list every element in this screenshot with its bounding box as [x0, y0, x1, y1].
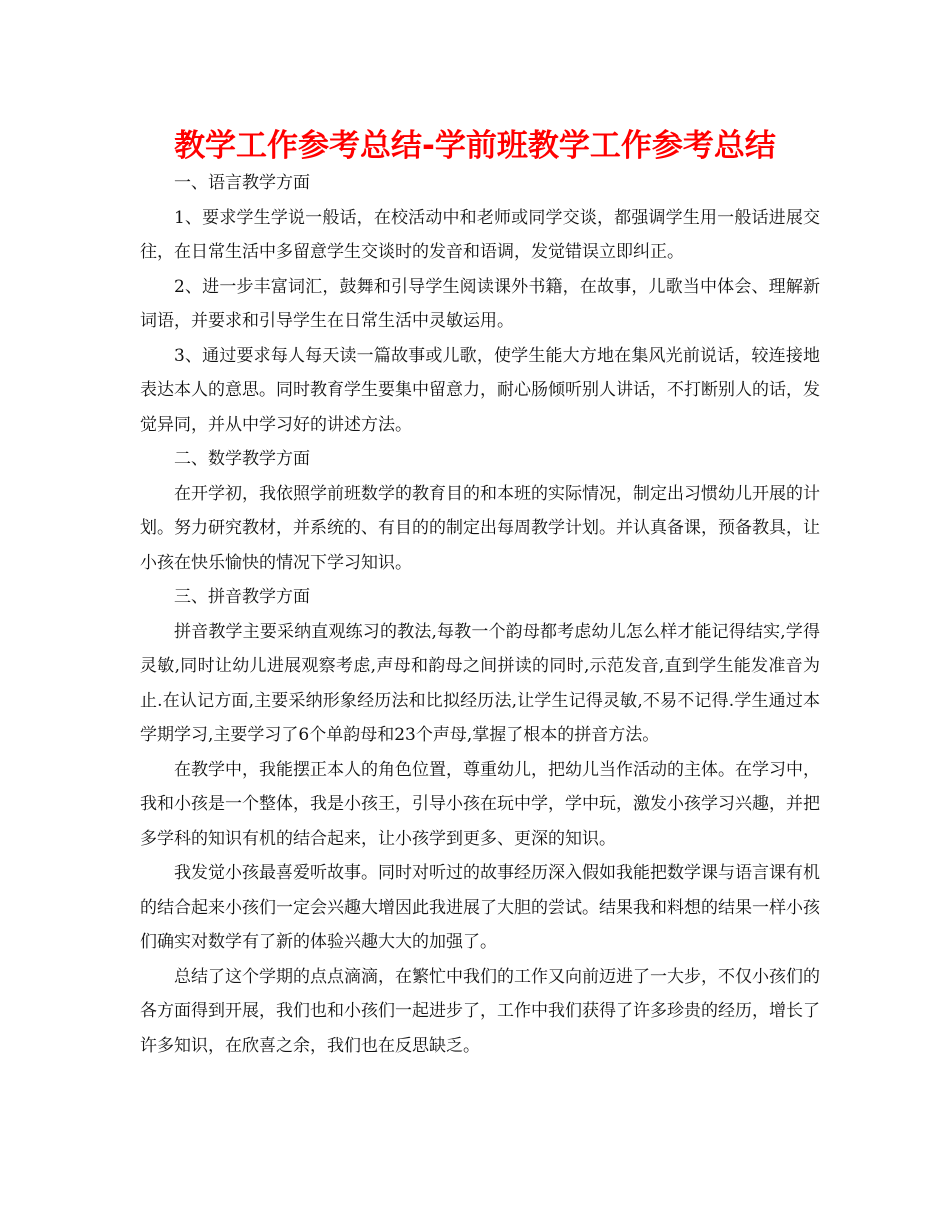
section-heading-pinyin: 三、拼音教学方面: [174, 587, 310, 607]
paragraph-summary: 总结了这个学期的点点滴滴，在繁忙中我们的工作又向前迈进了一大步，不仅小孩们的各方面得到开展，我们也和小孩们一起进步了，工作中我们获得了许多珍贵的经历，增长了许多知识，在欣喜之余，我们也在反思缺乏。: [140, 966, 820, 1056]
paragraph-pinyin: 拼音教学主要采纳直观练习的教法,每教一个韵母都考虑幼儿怎么样才能记得结实,学得灵敏,同时让幼儿进展观察考虑,声母和韵母之间拼读的同时,示范发音,直到学生能发准音为止.在认记方面,主要采纳形象经历法和比拟经历法,让学生记得灵敏,不易不记得.学生通过本学期学习,主要学习了6个单韵母和23个声母,掌握了根本的拼音方法。: [140, 621, 820, 745]
paragraph-language-1: 1、要求学生学说一般话，在校活动中和老师或同学交谈，都强调学生用一般话进展交往，在日常生活中多留意学生交谈时的发音和语调，发觉错误立即纠正。: [140, 207, 820, 262]
paragraph-language-2: 2、进一步丰富词汇，鼓舞和引导学生阅读课外书籍，在故事，儿歌当中体会、理解新词语，并要求和引导学生在日常生活中灵敏运用。: [140, 276, 820, 331]
document-title: 教学工作参考总结-学前班教学工作参考总结: [174, 128, 776, 164]
section-heading-language: 一、语言教学方面: [174, 173, 310, 193]
paragraph-math: 在开学初，我依照学前班数学的教育目的和本班的实际情况，制定出习惯幼儿开展的计划。努力研究教材，并系统的、有目的的制定出每周教学计划。并认真备课，预备教具，让小孩在快乐愉快的情况下学习知识。: [140, 483, 820, 573]
section-heading-math: 二、数学教学方面: [174, 449, 310, 469]
paragraph-language-3: 3、通过要求每人每天读一篇故事或儿歌，使学生能大方地在集风光前说话，较连接地表达本人的意思。同时教育学生要集中留意力，耐心肠倾听别人讲话，不打断别人的话，发觉异同，并从中学习好的讲述方法。: [140, 345, 820, 435]
paragraph-stories: 我发觉小孩最喜爱听故事。同时对听过的故事经历深入假如我能把数学课与语言课有机的结合起来小孩们一定会兴趣大增因此我进展了大胆的尝试。结果我和料想的结果一样小孩们确实对数学有了新的体验兴趣大大的加强了。: [140, 863, 820, 952]
document-body: [140, 166, 820, 1063]
paragraph-teaching-role: 在教学中，我能摆正本人的角色位置，尊重幼儿，把幼儿当作活动的主体。在学习中，我和小孩是一个整体，我是小孩王，引导小孩在玩中学，学中玩，激发小孩学习兴趣，并把多学科的知识有机的结合起来，让小孩学到更多、更深的知识。: [140, 759, 820, 849]
